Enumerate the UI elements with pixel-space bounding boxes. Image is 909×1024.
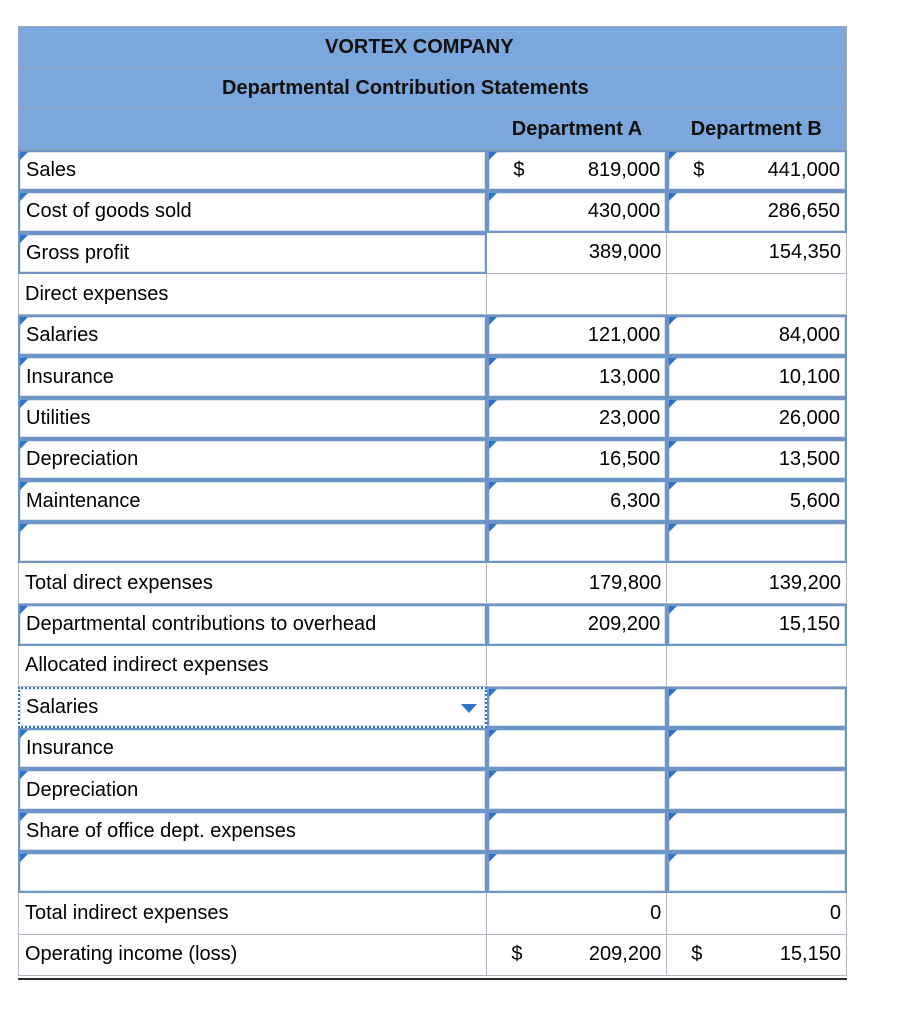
- row-label-input[interactable]: Cost of goods sold: [18, 191, 487, 232]
- dept-b-value: 13,500: [778, 448, 840, 471]
- table-row-insurance: [18, 356, 847, 397]
- row-label: Operating income (loss): [18, 935, 487, 976]
- dept-a-total-indirect: [487, 893, 667, 934]
- dept-b-value: 441,000: [767, 159, 840, 182]
- dept-b-insurance-input[interactable]: [667, 356, 847, 397]
- dept-a-insurance-input[interactable]: [487, 356, 667, 397]
- dept-a-value: 209,200: [587, 613, 661, 636]
- column-header-dept-a: Department A: [511, 117, 643, 140]
- dept-a-office-share-input[interactable]: [487, 811, 667, 852]
- column-header-row: [18, 108, 847, 150]
- table-row-departmental-contributions: [18, 604, 847, 645]
- dept-b-value: 15,150: [778, 613, 840, 636]
- dept-b-indirect-insurance-input[interactable]: [667, 728, 847, 769]
- dept-b-contribution: [667, 604, 847, 645]
- dept-a-blank-input[interactable]: [487, 852, 667, 893]
- dept-b-value: 84,000: [778, 324, 840, 347]
- dollar-sign: $: [513, 159, 525, 182]
- dept-b-blank: [667, 274, 847, 315]
- row-label-input[interactable]: Share of office dept. expenses: [18, 811, 487, 852]
- dept-a-contribution: [487, 604, 667, 645]
- table-row-maintenance: [18, 480, 847, 521]
- dept-b-blank-input[interactable]: [667, 852, 847, 893]
- row-label-input[interactable]: Maintenance: [18, 480, 487, 521]
- row-label-input[interactable]: Depreciation: [18, 769, 487, 810]
- dept-a-blank-input[interactable]: [487, 522, 667, 563]
- dept-b-blank-input[interactable]: [667, 522, 847, 563]
- dept-b-value: 26,000: [778, 406, 840, 429]
- row-label: Total indirect expenses: [18, 893, 487, 934]
- section-label: Allocated indirect expenses: [18, 646, 487, 687]
- table-bottom-border: [18, 978, 847, 980]
- table-row-salaries: [18, 315, 847, 356]
- dept-a-value: 389,000: [588, 241, 662, 264]
- table-row-gross-profit: [18, 233, 847, 274]
- dept-b-value: 15,150: [779, 943, 841, 966]
- dept-a-total-direct: [487, 563, 667, 604]
- table-row-operating-income: [18, 935, 847, 976]
- dept-a-value: 819,000: [587, 159, 661, 182]
- row-label-input[interactable]: [18, 522, 487, 563]
- row-label-input[interactable]: Insurance: [18, 728, 487, 769]
- dept-b-maintenance-input[interactable]: [667, 480, 847, 521]
- table-row-direct-expenses-heading: [18, 274, 847, 315]
- row-label-input[interactable]: Utilities: [18, 398, 487, 439]
- dept-a-salaries-input[interactable]: [487, 315, 667, 356]
- dollar-sign: $: [691, 943, 703, 966]
- dept-b-value: 0: [829, 901, 841, 924]
- dept-a-value: 430,000: [587, 200, 661, 223]
- dept-a-blank: [487, 274, 667, 315]
- dept-a-depreciation-input[interactable]: [487, 439, 667, 480]
- dept-a-cogs-input[interactable]: [487, 191, 667, 232]
- dept-b-blank: [667, 646, 847, 687]
- statement-subtitle: Departmental Contribution Statements: [18, 67, 847, 108]
- column-header-blank: [19, 109, 487, 149]
- table-row-cogs: [18, 191, 847, 232]
- dept-a-indirect-salaries-input[interactable]: [487, 687, 667, 728]
- contribution-statement-table: [18, 26, 847, 976]
- row-label-input[interactable]: Salaries: [18, 315, 487, 356]
- table-row-depreciation: [18, 439, 847, 480]
- table-row-indirect-depreciation: [18, 769, 847, 810]
- table-row-blank-indirect: [18, 852, 847, 893]
- dept-a-value: 6,300: [610, 489, 661, 512]
- table-row-indirect-salaries: [18, 687, 847, 728]
- dept-a-value: 13,000: [599, 365, 661, 388]
- dept-b-value: 139,200: [768, 571, 841, 594]
- chevron-down-icon[interactable]: [461, 704, 477, 713]
- section-label: Direct expenses: [18, 274, 487, 315]
- dept-a-maintenance-input[interactable]: [487, 480, 667, 521]
- dept-b-total-indirect: [667, 893, 847, 934]
- row-label-dropdown[interactable]: [18, 687, 487, 728]
- dept-b-indirect-depreciation-input[interactable]: [667, 769, 847, 810]
- row-label-input[interactable]: Gross profit: [18, 233, 487, 274]
- table-row-total-direct-expenses: [18, 563, 847, 604]
- table-row-utilities: [18, 398, 847, 439]
- company-title: VORTEX COMPANY: [18, 26, 847, 67]
- dept-a-value: 209,200: [588, 943, 662, 966]
- dept-a-value: 179,800: [588, 571, 662, 594]
- dept-b-value: 154,350: [768, 241, 841, 264]
- dept-a-value: 0: [650, 901, 662, 924]
- dept-a-blank: [487, 646, 667, 687]
- row-label-input[interactable]: Insurance: [18, 356, 487, 397]
- dept-a-value: 121,000: [587, 324, 661, 347]
- dept-a-indirect-depreciation-input[interactable]: [487, 769, 667, 810]
- table-row-office-share: [18, 811, 847, 852]
- dept-b-cogs-input[interactable]: [667, 191, 847, 232]
- dropdown-selected-value: Salaries: [26, 696, 99, 718]
- dept-b-gross-profit: [667, 233, 847, 274]
- dept-a-operating-income: [487, 935, 667, 976]
- table-row-blank-direct: [18, 522, 847, 563]
- dept-b-total-direct: [667, 563, 847, 604]
- dept-b-depreciation-input[interactable]: [667, 439, 847, 480]
- dept-b-value: 10,100: [778, 365, 840, 388]
- dept-b-value: 5,600: [789, 489, 840, 512]
- table-row-allocated-indirect-heading: [18, 646, 847, 687]
- dept-b-utilities-input[interactable]: [667, 398, 847, 439]
- dept-a-gross-profit: [487, 233, 667, 274]
- dollar-sign: $: [511, 943, 523, 966]
- table-row-total-indirect-expenses: [18, 893, 847, 934]
- table-row-indirect-insurance: [18, 728, 847, 769]
- row-label: Total direct expenses: [18, 563, 487, 604]
- dept-b-salaries-input[interactable]: [667, 315, 847, 356]
- dept-b-indirect-salaries-input[interactable]: [667, 687, 847, 728]
- dept-b-value: 286,650: [767, 200, 840, 223]
- dollar-sign: $: [693, 159, 705, 182]
- row-label-input[interactable]: Depreciation: [18, 439, 487, 480]
- table-row-sales: [18, 150, 847, 191]
- dept-b-operating-income: [667, 935, 847, 976]
- row-label-input[interactable]: [18, 852, 487, 893]
- row-label-input[interactable]: Sales: [18, 150, 487, 191]
- dept-b-office-share-input[interactable]: [667, 811, 847, 852]
- row-label-input[interactable]: Departmental contributions to overhead: [18, 604, 487, 645]
- dept-a-indirect-insurance-input[interactable]: [487, 728, 667, 769]
- dept-a-value: 23,000: [599, 406, 661, 429]
- dept-b-sales-input[interactable]: [667, 150, 847, 191]
- dept-a-value: 16,500: [599, 448, 661, 471]
- column-header-dept-b: Department B: [690, 117, 822, 140]
- dept-a-utilities-input[interactable]: [487, 398, 667, 439]
- dept-a-sales-input[interactable]: [487, 150, 667, 191]
